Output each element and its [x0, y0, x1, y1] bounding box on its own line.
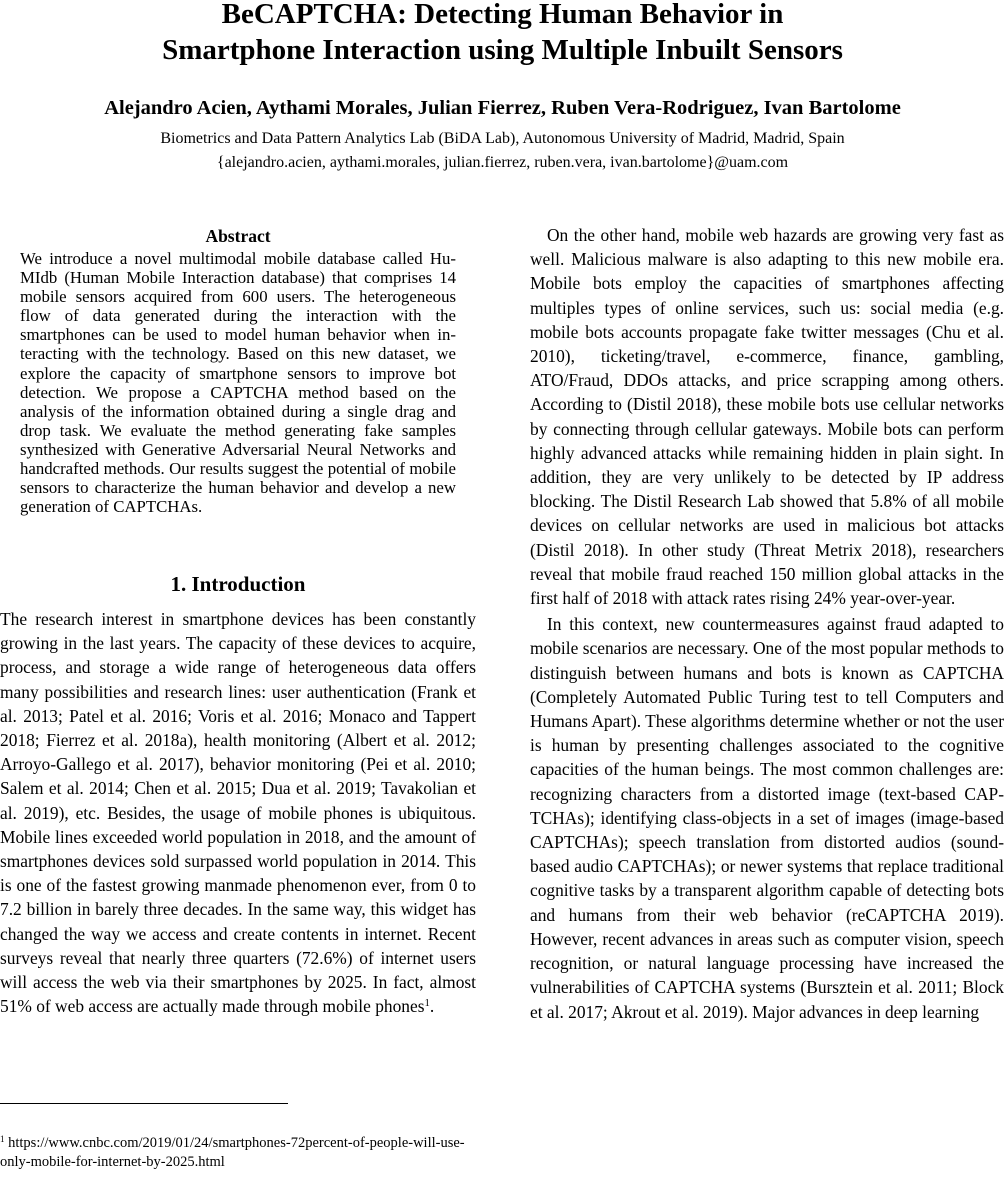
footnote-reference: 1 [424, 997, 430, 1010]
footnote-marker: 1 [0, 1134, 5, 1145]
title-line-1: BeCAPTCHA: Detecting Human Behavior in [221, 0, 784, 30]
footnote [0, 1134, 476, 1171]
introduction-paragraph-1-text: The research interest in smartphone devices has been constantly growing in the last years. The capacity of these devices to acquire, process, and storage a wide range of heterogeneous data offers many possibilities and research lines: user authentication (Frank et al. 2013; Patel et al. 2016; Voris et al. 2016; Monaco and Tappert 2018; Fierrez et al. 2018a), health monitoring (Albert et al. 2012; Arroyo-Gallego et al. 2017), behavior monitoring (Pei et al. 2010; Salem et al. 2014; Chen et al. 2015; Dua et al. 2019; Tavakolian et al. 2019), etc. Besides, the usage of mobile phones is ubiquitous. Mobile lines exceeded world population in 2018, and the amount of smartphones devices sold surpassed world population in 2014. This is one of the fastest growing manmade phenomenon ever, from 0 to 7.2 billion in barely three decades. In the same way, this widget has changed the way we access and create contents in internet. Recent surveys reveal that nearly three quarters (72.6%) of internet users will access the web via their smartphones by 2025. In fact, almost 51% of web access are actually made through mobile phones [0, 609, 476, 1017]
paper-title [0, 0, 1005, 68]
affiliation: Biometrics and Data Pattern Analytics Lab (BiDA Lab), Autonomous University of Madrid, Madrid, Spain [160, 130, 845, 147]
abstract-text: We introduce a novel multimodal mobile database called HuMIdb (Human Mobile Interaction database) that comprises 14 mobile sensors acquired from 600 users. The heterogeneous flow of data generated during the interaction with the smartphones can be used to model human behavior when interacting with the technology. Based on this new dataset, we explore the capacity of smartphone sensors to improve bot detection. We propose a CAPTCHA method based on the analysis of the information obtained during a single drag and drop task. We evaluate the method generating fake samples synthesized with Generative Adversarial Neural Networks and handcrafted methods. Our results suggest the potential of mobile sensors to characterize the human behavior and develop a new generation of CAPTCHAs. [20, 249, 456, 517]
introduction-paragraph-2: On the other hand, mobile web hazards are growing very fast as well. Malicious malware is also adapting to this new mobile era. Mobile bots employ the capacities of smartphones affecting multiples types of online services, such us: social media (e.g. mobile bots accounts propagate fake twitter messages (Chu et al. 2010), ticketing/travel, e-commerce, finance, gambling, ATO/Fraud, DDOs attacks, and price scrapping among others. According to (Distil 2018), these mobile bots use cellular networks by connecting through cellular gateways. Mobile bots can perform highly advanced attacks while remaining hidden in plain sight. In addition, they are very unlikely to be detected by IP address blocking. The Distil Research Lab showed that 5.8% of all mobile devices on cellular networks are used in malicious bot attacks (Distil 2018). In other study (Threat Metrix 2018), researchers reveal that mobile fraud reached 150 million global attacks in the first half of 2018 with attack rates rising 24% year-over-year. [530, 225, 1004, 609]
right-column-text [530, 223, 1004, 1024]
abstract-heading: Abstract [205, 226, 271, 246]
introduction-heading: 1. Introduction [170, 572, 306, 596]
introduction-paragraph-3: In this context, new countermeasures against fraud adapted to mobile scenarios are necessary. One of the most popular methods to distinguish between humans and bots is known as CAPTCHA (Completely Automated Public Turing test to tell Computers and Humans Apart). These algorithms determine whether or not the user is human by presenting challenges associated to the cognitive capacities of the human beings. The most common challenges are: recognizing characters from a distorted image (text-based CAPTCHAs); identifying class-objects in a set of images (image-based CAPTCHAs); speech translation from distorted audios (sound-based audio CAPTCHAs); or newer systems that replace traditional cognitive tasks by a transparent algorithm capable of detecting bots and humans from their web behavior (reCAPTCHA 2019). However, recent advances in areas such as computer vision, speech recognition, or natural language processing have increased the vulnerabilities of CAPTCHA systems (Bursztein et al. 2011; Block et al. 2017; Akrout et al. 2019). Major advances in deep learning [530, 614, 1004, 1022]
sentence-end: . [429, 996, 435, 1017]
footnote-divider [0, 1103, 288, 1104]
author-emails: {alejandro.acien, aythami.morales, julian.fierrez, ruben.vera, ivan.bartolome}@uam.com [216, 154, 789, 171]
footnote-url: https://www.cnbc.com/2019/01/24/smartphones-72percent-of-people-will-use-only-mobile-for-internet-by-2025.html [0, 1135, 465, 1170]
author-list: Alejandro Acien, Aythami Morales, Julian Fierrez, Ruben Vera-Rodriguez, Ivan Bartolome [104, 97, 901, 119]
title-line-2: Smartphone Interaction using Multiple Inbuilt Sensors [162, 34, 843, 66]
introduction-paragraph-1 [0, 607, 476, 1018]
